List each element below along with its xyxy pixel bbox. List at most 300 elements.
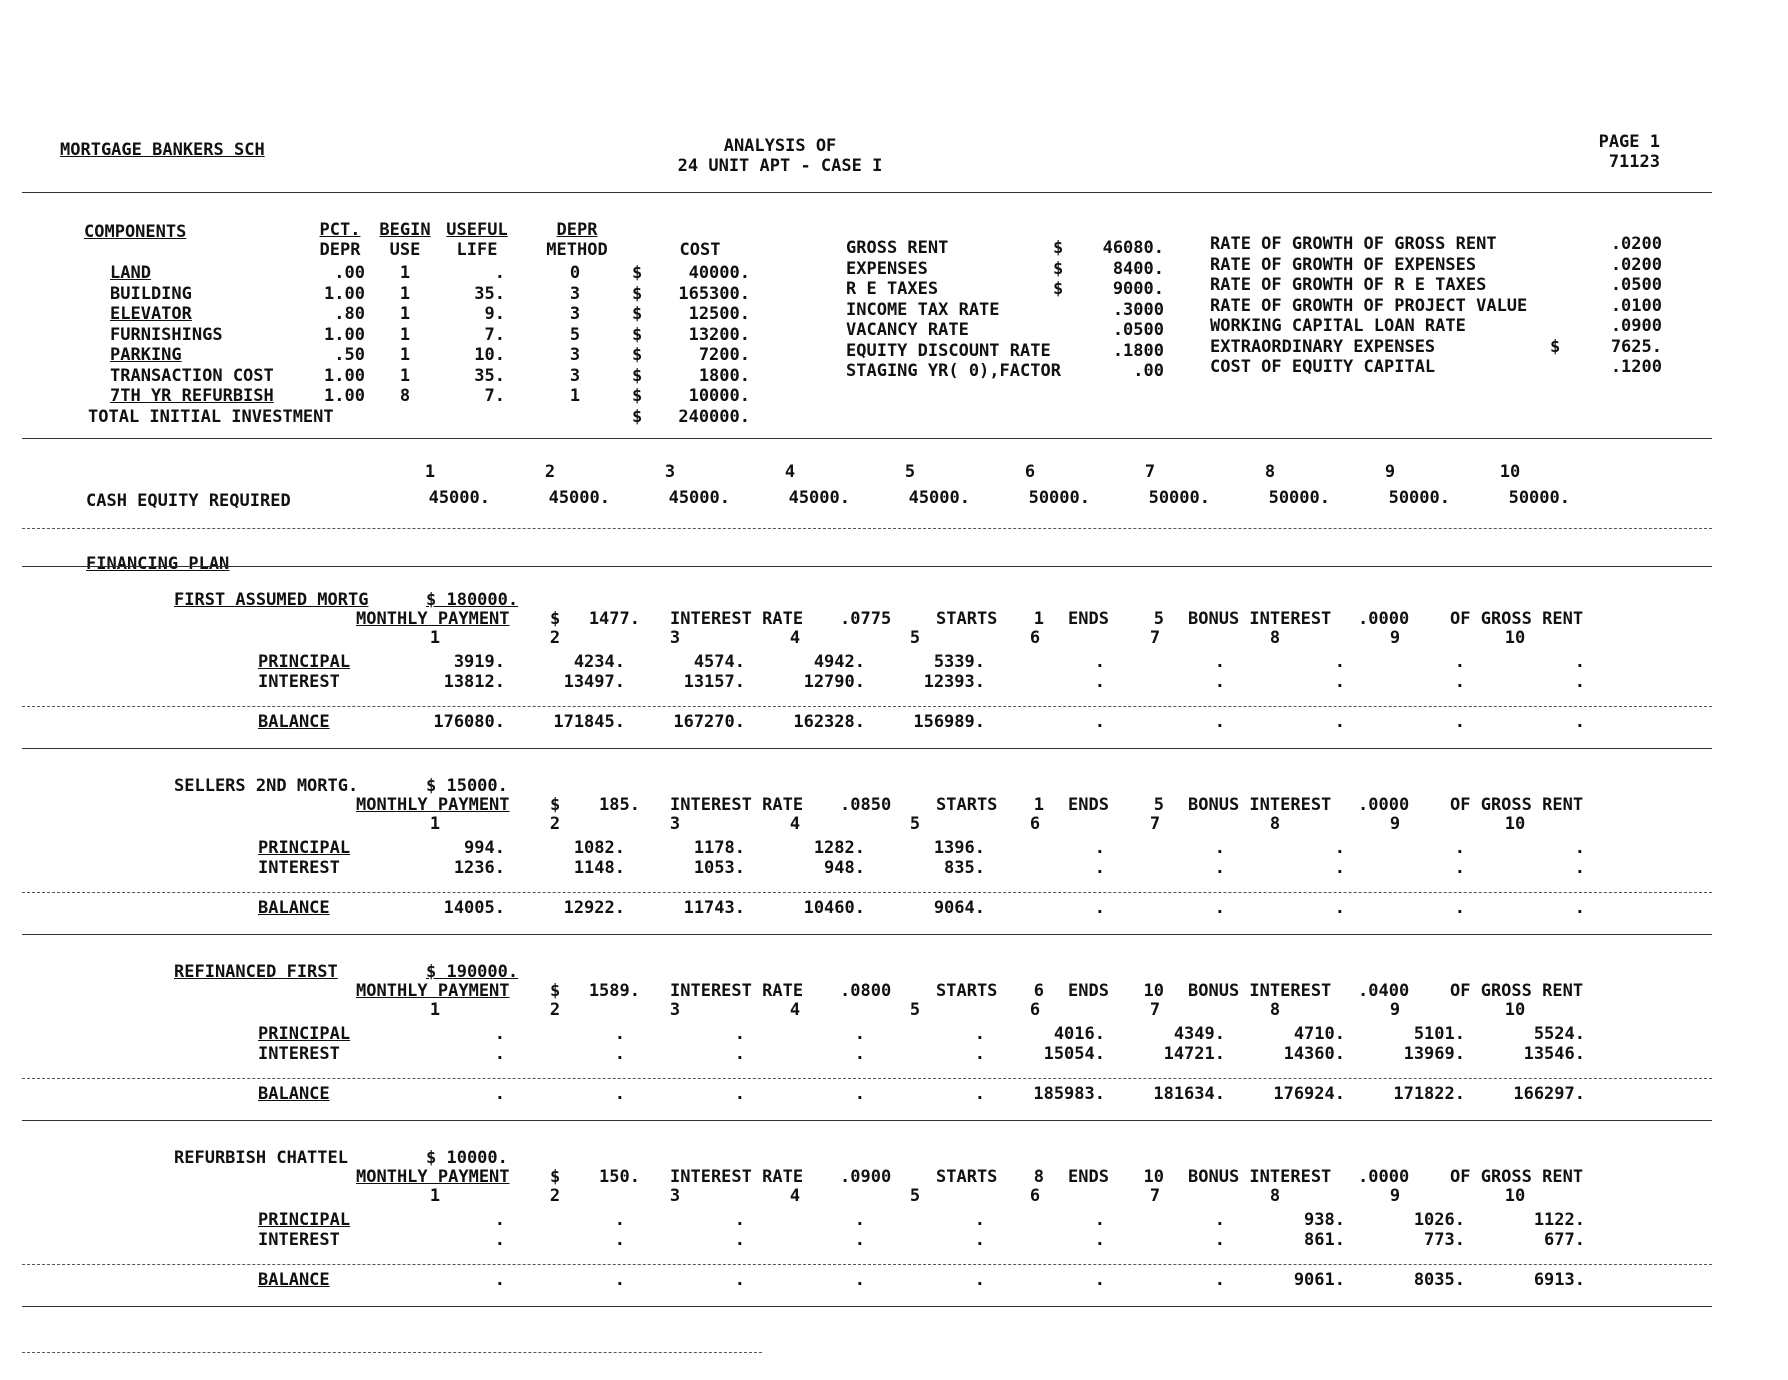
ends-label: ENDS — [1068, 981, 1109, 1001]
principal-value: . — [1214, 1210, 1225, 1230]
component-depr-method: 1 — [569, 386, 581, 406]
loan-rule — [22, 934, 1712, 935]
loan-rule — [22, 1078, 1712, 1079]
parameter-label: GROSS RENT — [846, 238, 949, 258]
interest-label: INTEREST — [258, 1044, 340, 1064]
starts-label: STARTS — [936, 1167, 998, 1187]
component-pct-depr: .80 — [334, 304, 365, 324]
component-depr-method: 3 — [569, 304, 581, 324]
component-cost: 12500. — [688, 304, 750, 324]
interest-value: . — [1574, 858, 1585, 878]
growth-rate-value: 7625. — [1610, 336, 1662, 357]
principal-value: . — [854, 1210, 865, 1230]
starts-year: 1 — [1033, 795, 1044, 815]
year-column-header: 1 — [429, 1186, 441, 1206]
balance-value: 12922. — [563, 898, 625, 918]
balance-value: . — [614, 1084, 625, 1104]
principal-value: 1178. — [693, 838, 745, 858]
loan-name: REFURBISH CHATTEL — [174, 1148, 348, 1168]
ends-year: 10 — [1143, 981, 1164, 1001]
principal-value: . — [1094, 1210, 1105, 1230]
balance-value: 171822. — [1393, 1084, 1465, 1104]
year-column-header: 1 — [429, 628, 441, 648]
component-useful-life: 10. — [474, 345, 505, 365]
principal-value: . — [1454, 838, 1465, 858]
growth-rate-value: .0500 — [1610, 275, 1662, 295]
interest-value: 861. — [1304, 1230, 1345, 1250]
year-column-header: 4 — [789, 814, 801, 834]
component-cost: 165300. — [678, 283, 750, 304]
principal-value: . — [1454, 652, 1465, 672]
parameter-value: 46080. — [1102, 238, 1164, 258]
cash-equity-value: 45000. — [668, 488, 730, 508]
interest-value: 773. — [1424, 1230, 1465, 1250]
interest-value: . — [854, 1230, 865, 1250]
component-name: BUILDING — [110, 283, 192, 304]
balance-value: 8035. — [1413, 1270, 1465, 1290]
balance-value: . — [1214, 712, 1225, 732]
cash-equity-value: 50000. — [1508, 488, 1570, 508]
balance-value: 166297. — [1513, 1084, 1585, 1104]
balance-value: . — [1574, 898, 1585, 918]
balance-value: . — [1334, 898, 1345, 918]
total-investment-label: TOTAL INITIAL INVESTMENT — [88, 407, 334, 427]
principal-value: 5339. — [933, 652, 985, 672]
year-column-header: 5 — [909, 628, 921, 648]
year-column-header: 5 — [904, 462, 916, 482]
ends-year: 5 — [1153, 795, 1164, 815]
year-column-header: 2 — [549, 814, 561, 834]
interest-label: INTEREST — [258, 858, 340, 878]
principal-value: 4574. — [693, 652, 745, 672]
component-cost: 1800. — [698, 365, 750, 386]
principal-value: 1396. — [933, 838, 985, 858]
interest-value: . — [734, 1044, 745, 1064]
component-cost: 7200. — [698, 345, 750, 365]
principal-value: . — [1334, 838, 1345, 858]
component-pct-depr: 1.00 — [324, 283, 365, 304]
balance-value: . — [974, 1270, 985, 1290]
component-pct-depr: .00 — [334, 263, 365, 283]
parameter-value: 8400. — [1112, 258, 1164, 279]
interest-label: INTEREST — [258, 672, 340, 692]
interest-value: 948. — [824, 858, 865, 878]
year-column-header: 7 — [1149, 814, 1161, 834]
interest-value: 677. — [1544, 1230, 1585, 1250]
component-dollar-sign: $ — [632, 283, 643, 304]
monthly-payment-value: 185. — [599, 795, 640, 815]
parameter-label: EQUITY DISCOUNT RATE — [846, 340, 1051, 361]
interest-rate-value: .0850 — [840, 795, 892, 815]
balance-value: 14005. — [443, 898, 505, 918]
interest-value: . — [974, 1044, 985, 1064]
section-rule — [22, 438, 1712, 439]
parameter-value: .0500 — [1112, 320, 1164, 340]
component-cost: 13200. — [688, 324, 750, 345]
component-begin-use: 1 — [399, 324, 411, 345]
year-column-header: 7 — [1144, 462, 1156, 482]
growth-rate-value: .0100 — [1610, 295, 1662, 316]
bonus-interest-value: .0000 — [1358, 795, 1410, 815]
balance-value: . — [734, 1084, 745, 1104]
balance-label: BALANCE — [258, 1084, 330, 1104]
principal-value: . — [1574, 838, 1585, 858]
interest-rate-value: .0800 — [840, 981, 892, 1001]
loan-amount: $ 190000. — [426, 962, 519, 982]
cash-equity-value: 50000. — [1388, 488, 1450, 508]
report-owner: MORTGAGE BANKERS SCH — [60, 140, 265, 160]
component-cost: 40000. — [688, 263, 750, 283]
year-column-header: 3 — [664, 462, 676, 482]
balance-value: . — [854, 1270, 865, 1290]
bonus-interest-value: .0400 — [1358, 981, 1410, 1001]
component-name: LAND — [110, 263, 151, 283]
interest-value: 1148. — [573, 858, 625, 878]
interest-rate-label: INTEREST RATE — [670, 1167, 804, 1187]
balance-value: . — [734, 1270, 745, 1290]
component-useful-life: 7. — [484, 386, 505, 406]
growth-rate-dollar-sign: $ — [1550, 336, 1561, 357]
starts-label: STARTS — [936, 981, 998, 1001]
col-pct-header: PCT. — [319, 220, 361, 240]
balance-value: 185983. — [1033, 1084, 1105, 1104]
interest-rate-value: .0775 — [840, 609, 892, 629]
year-column-header: 7 — [1149, 1186, 1161, 1206]
interest-value: 14721. — [1163, 1044, 1225, 1064]
loan-rule — [22, 1306, 1712, 1307]
interest-value: . — [1334, 672, 1345, 692]
interest-value: 835. — [944, 858, 985, 878]
loan-name: SELLERS 2ND MORTG. — [174, 776, 359, 796]
col-pct-header-2: DEPR — [319, 240, 361, 260]
balance-value: . — [854, 1084, 865, 1104]
balance-value: . — [974, 1084, 985, 1104]
interest-value: 13157. — [683, 672, 745, 692]
balance-value: . — [1334, 712, 1345, 732]
principal-value: 3919. — [453, 652, 505, 672]
ends-label: ENDS — [1068, 1167, 1109, 1187]
component-dollar-sign: $ — [632, 365, 643, 386]
balance-value: . — [494, 1084, 505, 1104]
principal-value: 4016. — [1053, 1024, 1105, 1044]
year-column-header: 8 — [1264, 462, 1276, 482]
component-pct-depr: 1.00 — [324, 365, 365, 386]
interest-value: . — [1214, 672, 1225, 692]
principal-value: 1282. — [813, 838, 865, 858]
starts-year: 1 — [1033, 609, 1044, 629]
cash-equity-value: 45000. — [428, 488, 490, 508]
parameter-label: R E TAXES — [846, 279, 939, 299]
interest-value: . — [1094, 672, 1105, 692]
parameter-value: .1800 — [1112, 340, 1164, 361]
balance-value: . — [1454, 712, 1465, 732]
loan-amount: $ 15000. — [426, 776, 508, 796]
principal-value: 1026. — [1413, 1210, 1465, 1230]
cash-equity-value: 50000. — [1268, 488, 1330, 508]
year-column-header: 4 — [789, 1000, 801, 1020]
loan-name: FIRST ASSUMED MORTG — [174, 590, 369, 610]
cash-equity-value: 45000. — [788, 488, 850, 508]
year-column-header: 2 — [549, 1000, 561, 1020]
component-depr-method: 3 — [569, 365, 581, 386]
parameter-label: VACANCY RATE — [846, 320, 969, 340]
component-depr-method: 3 — [569, 283, 581, 304]
monthly-payment-label: MONTHLY PAYMENT — [356, 795, 510, 815]
loan-rule — [22, 1120, 1712, 1121]
growth-rate-label: COST OF EQUITY CAPITAL — [1210, 357, 1436, 377]
balance-value: 176924. — [1273, 1084, 1345, 1104]
component-dollar-sign: $ — [632, 304, 643, 324]
ends-year: 5 — [1153, 609, 1164, 629]
parameter-dollar-sign: $ — [1053, 258, 1064, 279]
interest-value: . — [734, 1230, 745, 1250]
balance-label: BALANCE — [258, 1270, 330, 1290]
component-cost: 10000. — [688, 386, 750, 406]
component-dollar-sign: $ — [632, 386, 643, 406]
component-dollar-sign: $ — [632, 324, 643, 345]
component-pct-depr: 1.00 — [324, 386, 365, 406]
component-pct-depr: 1.00 — [324, 324, 365, 345]
principal-label: PRINCIPAL — [258, 652, 351, 672]
component-begin-use: 1 — [399, 345, 411, 365]
year-column-header: 5 — [909, 814, 921, 834]
interest-value: 13497. — [563, 672, 625, 692]
growth-rate-label: EXTRAORDINARY EXPENSES — [1210, 336, 1436, 357]
interest-rate-value: .0900 — [840, 1167, 892, 1187]
component-useful-life: 35. — [474, 283, 505, 304]
year-column-header: 5 — [909, 1186, 921, 1206]
principal-value: . — [1574, 652, 1585, 672]
component-pct-depr: .50 — [334, 345, 365, 365]
monthly-payment-dollar-sign: $ — [550, 609, 561, 629]
year-column-header: 10 — [1504, 814, 1526, 834]
interest-value: 1236. — [453, 858, 505, 878]
year-column-header: 2 — [549, 628, 561, 648]
component-useful-life: 9. — [484, 304, 505, 324]
balance-value: 9064. — [933, 898, 985, 918]
bonus-interest-value: .0000 — [1358, 609, 1410, 629]
principal-value: . — [1214, 838, 1225, 858]
cash-equity-value: 45000. — [908, 488, 970, 508]
year-column-header: 6 — [1029, 628, 1041, 648]
component-name: FURNISHINGS — [110, 324, 223, 345]
bonus-interest-value: .0000 — [1358, 1167, 1410, 1187]
ends-label: ENDS — [1068, 609, 1109, 629]
monthly-payment-dollar-sign: $ — [550, 795, 561, 815]
year-column-header: 8 — [1269, 814, 1281, 834]
principal-value: . — [1214, 652, 1225, 672]
balance-value: 10460. — [803, 898, 865, 918]
principal-value: . — [734, 1024, 745, 1044]
cash-equity-value: 50000. — [1028, 488, 1090, 508]
year-column-header: 2 — [549, 1186, 561, 1206]
interest-value: . — [614, 1044, 625, 1064]
interest-value: 12393. — [923, 672, 985, 692]
year-column-header: 8 — [1269, 628, 1281, 648]
balance-value: . — [1214, 898, 1225, 918]
year-column-header: 9 — [1389, 814, 1401, 834]
col-life-header-2: LIFE — [456, 240, 498, 260]
balance-value: 181634. — [1153, 1084, 1225, 1104]
interest-value: 15054. — [1043, 1044, 1105, 1064]
monthly-payment-value: 1589. — [588, 981, 640, 1001]
year-column-header: 3 — [669, 628, 681, 648]
page-number: PAGE 1 — [1598, 132, 1660, 152]
component-dollar-sign: $ — [632, 345, 643, 365]
principal-value: . — [1094, 652, 1105, 672]
principal-label: PRINCIPAL — [258, 1210, 351, 1230]
monthly-payment-label: MONTHLY PAYMENT — [356, 981, 510, 1001]
balance-value: . — [1094, 712, 1105, 732]
component-name: TRANSACTION COST — [110, 365, 274, 386]
year-column-header: 6 — [1029, 814, 1041, 834]
principal-value: 5101. — [1413, 1024, 1465, 1044]
components-heading: COMPONENTS — [84, 222, 187, 242]
interest-value: 14360. — [1283, 1044, 1345, 1064]
growth-rate-value: .0900 — [1610, 316, 1662, 336]
monthly-payment-dollar-sign: $ — [550, 981, 561, 1001]
component-begin-use: 1 — [399, 283, 411, 304]
section-rule — [22, 528, 1712, 529]
year-column-header: 8 — [1269, 1186, 1281, 1206]
interest-value: . — [1094, 1230, 1105, 1250]
bonus-interest-label: BONUS INTEREST — [1188, 1167, 1332, 1187]
principal-value: . — [614, 1210, 625, 1230]
year-column-header: 9 — [1384, 462, 1396, 482]
principal-value: . — [1334, 652, 1345, 672]
starts-label: STARTS — [936, 609, 998, 629]
principal-value: . — [854, 1024, 865, 1044]
interest-value: . — [974, 1230, 985, 1250]
year-column-header: 10 — [1504, 628, 1526, 648]
col-method-header: DEPR — [556, 220, 598, 240]
interest-rate-label: INTEREST RATE — [670, 609, 804, 629]
parameter-value: .00 — [1133, 361, 1164, 381]
year-column-header: 4 — [789, 628, 801, 648]
year-column-header: 6 — [1024, 462, 1036, 482]
header-rule — [22, 192, 1712, 193]
year-column-header: 10 — [1504, 1000, 1526, 1020]
interest-value: 13969. — [1403, 1044, 1465, 1064]
year-column-header: 6 — [1029, 1000, 1041, 1020]
year-column-header: 3 — [669, 1000, 681, 1020]
interest-value: . — [854, 1044, 865, 1064]
year-column-header: 6 — [1029, 1186, 1041, 1206]
principal-value: 4349. — [1173, 1024, 1225, 1044]
cash-equity-value: 45000. — [548, 488, 610, 508]
parameter-dollar-sign: $ — [1053, 279, 1064, 299]
interest-value: . — [494, 1044, 505, 1064]
loan-amount: $ 180000. — [426, 590, 519, 610]
interest-value: . — [494, 1230, 505, 1250]
component-dollar-sign: $ — [632, 263, 643, 283]
parameter-dollar-sign: $ — [1053, 238, 1064, 258]
component-depr-method: 3 — [569, 345, 581, 365]
balance-value: . — [1214, 1270, 1225, 1290]
component-useful-life: 7. — [484, 324, 505, 345]
col-life-header: USEFUL — [446, 220, 508, 240]
year-column-header: 10 — [1499, 462, 1521, 482]
loan-rule — [22, 1264, 1712, 1265]
principal-label: PRINCIPAL — [258, 838, 351, 858]
col-begin-header-2: USE — [389, 240, 421, 260]
principal-value: . — [974, 1210, 985, 1230]
growth-rate-value: .1200 — [1610, 357, 1662, 377]
balance-value: . — [1574, 712, 1585, 732]
principal-value: . — [974, 1024, 985, 1044]
loan-rule — [22, 748, 1712, 749]
monthly-payment-value: 1477. — [588, 609, 640, 629]
report-code: 71123 — [1608, 152, 1660, 172]
ends-year: 10 — [1143, 1167, 1164, 1187]
interest-value: 12790. — [803, 672, 865, 692]
principal-value: . — [614, 1024, 625, 1044]
balance-value: 6913. — [1533, 1270, 1585, 1290]
loan-amount: $ 10000. — [426, 1148, 508, 1168]
principal-value: . — [494, 1210, 505, 1230]
year-column-header: 3 — [669, 1186, 681, 1206]
interest-rate-label: INTEREST RATE — [670, 795, 804, 815]
year-column-header: 9 — [1389, 1186, 1401, 1206]
parameter-label: EXPENSES — [846, 258, 928, 279]
year-column-header: 4 — [784, 462, 796, 482]
year-column-header: 2 — [544, 462, 556, 482]
growth-rate-label: RATE OF GROWTH OF PROJECT VALUE — [1210, 295, 1528, 316]
loan-rule — [22, 706, 1712, 707]
monthly-payment-value: 150. — [599, 1167, 640, 1187]
year-column-header: 10 — [1504, 1186, 1526, 1206]
gross-rent-label: OF GROSS RENT — [1450, 1167, 1584, 1187]
cash-equity-label: CASH EQUITY REQUIRED — [86, 491, 291, 511]
balance-value: 9061. — [1293, 1270, 1345, 1290]
year-column-header: 7 — [1149, 628, 1161, 648]
growth-rate-label: RATE OF GROWTH OF EXPENSES — [1210, 254, 1477, 275]
component-begin-use: 8 — [399, 386, 411, 406]
year-column-header: 1 — [424, 462, 436, 482]
monthly-payment-dollar-sign: $ — [550, 1167, 561, 1187]
balance-value: . — [1094, 898, 1105, 918]
ends-label: ENDS — [1068, 795, 1109, 815]
component-name: PARKING — [110, 345, 182, 365]
year-column-header: 1 — [429, 1000, 441, 1020]
component-begin-use: 1 — [399, 263, 411, 283]
interest-value: 13546. — [1523, 1044, 1585, 1064]
loan-name: REFINANCED FIRST — [174, 962, 338, 982]
principal-value: 1082. — [573, 838, 625, 858]
interest-value: . — [1214, 1230, 1225, 1250]
report-subtitle: 24 UNIT APT - CASE I — [677, 156, 883, 176]
interest-value: . — [1454, 858, 1465, 878]
principal-value: 994. — [464, 838, 505, 858]
total-investment-value: 240000. — [678, 407, 750, 427]
monthly-payment-label: MONTHLY PAYMENT — [356, 609, 510, 629]
component-begin-use: 1 — [399, 304, 411, 324]
gross-rent-label: OF GROSS RENT — [1450, 609, 1584, 629]
component-begin-use: 1 — [399, 365, 411, 386]
year-column-header: 9 — [1389, 628, 1401, 648]
footer-rule — [22, 1352, 762, 1353]
year-column-header: 9 — [1389, 1000, 1401, 1020]
bonus-interest-label: BONUS INTEREST — [1188, 795, 1332, 815]
year-column-header: 1 — [429, 814, 441, 834]
interest-rate-label: INTEREST RATE — [670, 981, 804, 1001]
balance-value: . — [494, 1270, 505, 1290]
col-cost-header: COST — [679, 240, 721, 260]
growth-rate-label: RATE OF GROWTH OF R E TAXES — [1210, 275, 1487, 295]
balance-label: BALANCE — [258, 898, 330, 918]
year-column-header: 7 — [1149, 1000, 1161, 1020]
interest-value: . — [1334, 858, 1345, 878]
